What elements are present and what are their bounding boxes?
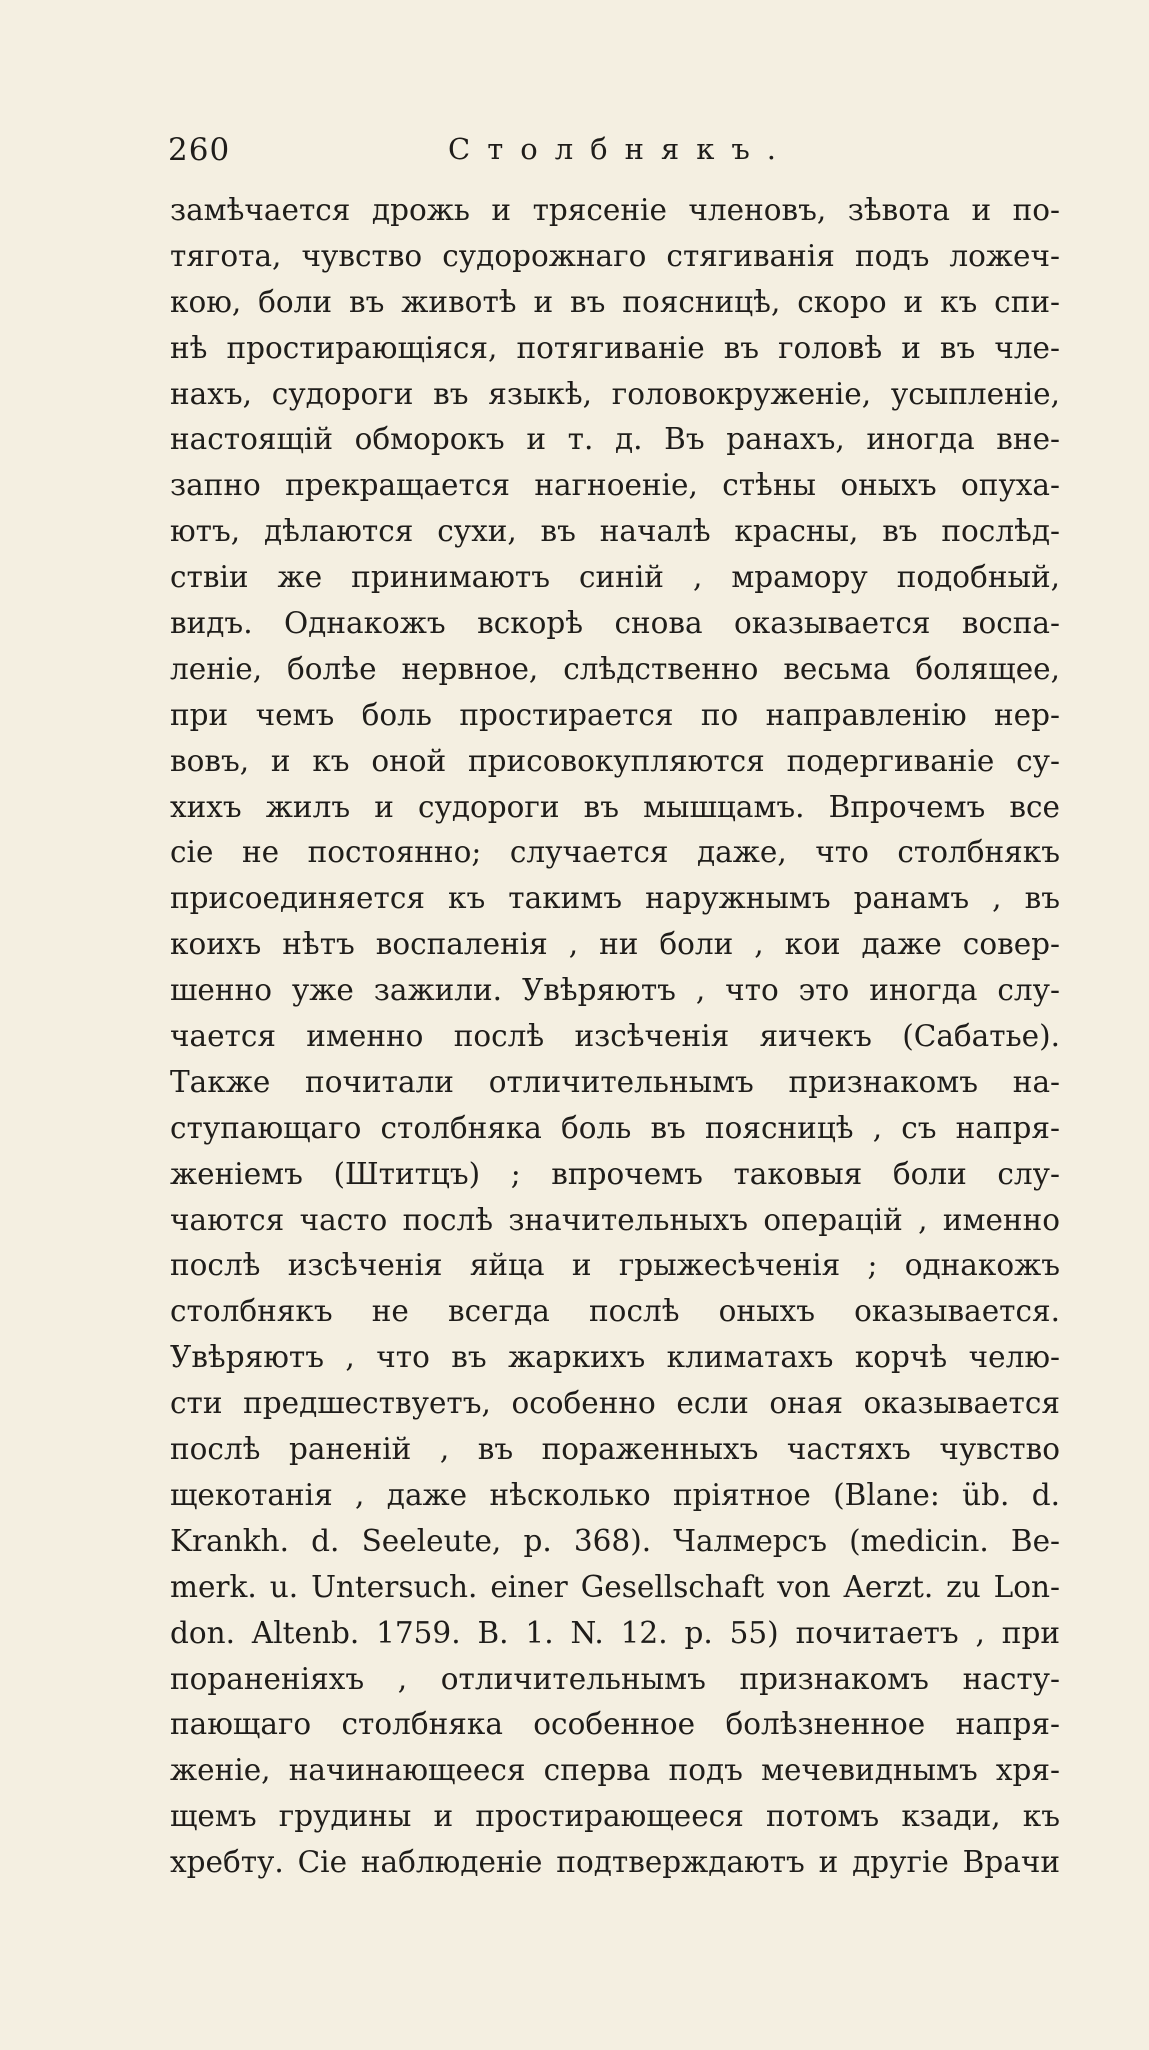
text-line: тягота, чувство судорожнаго стягиванія подъ ложеч- (170, 238, 1060, 273)
text-line: щемъ грудины и простирающееся потомъ кзади, къ (170, 1799, 1060, 1834)
text-line: леніе, болѣе нервное, слѣдственно весьма болящее, (170, 651, 1060, 686)
text-line: ступающаго столбняка боль въ поясницѣ , съ напря- (170, 1110, 1060, 1145)
text-line: don. Altenb. 1759. B. 1. N. 12. p. 55) почитаетъ , при (170, 1615, 1060, 1650)
text-line: Также почитали отличительнымъ признакомъ на- (170, 1064, 1060, 1099)
text-line: кою, боли въ животѣ и въ поясницѣ, скоро и къ спи- (170, 284, 1060, 319)
text-line: хихъ жилъ и судороги въ мышцамъ. Впрочемъ все (170, 789, 1060, 824)
text-line: ютъ, дѣлаются сухи, въ началѣ красны, въ послѣд- (170, 514, 1060, 549)
running-title: Столбнякъ. (448, 132, 793, 166)
body-text (170, 188, 1060, 1886)
text-line: сіе не постоянно; случается даже, что столбнякъ (170, 835, 1060, 870)
text-line: сти предшествуетъ, особенно если оная оказывается (170, 1386, 1060, 1421)
text-line: послѣ изсѣченія яйца и грыжесѣченія ; однакожъ (170, 1248, 1060, 1283)
text-line: замѣчается дрожь и трясеніе членовъ, зѣвота и по- (170, 193, 1060, 227)
text-line: merk. u. Untersuch. einer Gesellschaft von Aerzt. zu Lon- (170, 1569, 1060, 1604)
text-line: Krankh. d. Seeleute, p. 368). Чалмерсъ (medicin. Be- (170, 1523, 1060, 1558)
text-line: вовъ, и къ оной присовокупляются подергиваніе су- (170, 743, 1060, 778)
text-line: нахъ, судороги въ языкѣ, головокруженіе, усыпленіе, (170, 376, 1060, 411)
text-line: чаются часто послѣ значительныхъ операцій , именно (170, 1202, 1060, 1237)
text-line: щекотанія , даже нѣсколько пріятное (Blane: üb. d. (170, 1477, 1060, 1512)
text-line: женіемъ (Штитцъ) ; впрочемъ таковыя боли слу- (170, 1156, 1060, 1191)
text-line: послѣ раненій , въ пораженныхъ частяхъ чувство (170, 1432, 1060, 1467)
text-line: чается именно послѣ изсѣченія яичекъ (Сабатье). (170, 1019, 1060, 1054)
text-line: пающаго столбняка особенное болѣзненное напря- (170, 1707, 1060, 1742)
text-line: женіе, начинающееся сперва подъ мечевиднымъ хря- (170, 1753, 1060, 1788)
text-line: ствіи же принимаютъ синій , мрамору подобный, (170, 560, 1060, 595)
text-line: при чемъ боль простирается по направленію нер- (170, 697, 1060, 732)
text-line: пораненіяхъ , отличительнымъ признакомъ насту- (170, 1661, 1060, 1696)
text-line: столбнякъ не всегда послѣ оныхъ оказывается. (170, 1294, 1060, 1329)
text-line: присоединяется къ такимъ наружнымъ ранамъ , въ (170, 881, 1060, 916)
page-header (168, 132, 1068, 178)
text-line: видъ. Однакожъ вскорѣ снова оказывается воспа- (170, 606, 1060, 641)
text-line: нѣ простирающіяся, потягиваніе въ головѣ и въ чле- (170, 330, 1060, 365)
text-line: шенно уже зажили. Увѣряютъ , что это иногда слу- (170, 973, 1060, 1008)
text-line: настоящій обморокъ и т. д. Въ ранахъ, иногда вне- (170, 422, 1060, 457)
text-line: Увѣряютъ , что въ жаркихъ климатахъ корчѣ челю- (170, 1340, 1060, 1375)
text-line: запно прекращается нагноеніе, стѣны оныхъ опуха- (170, 468, 1060, 503)
page-number: 260 (168, 132, 231, 168)
text-line: коихъ нѣтъ воспаленія , ни боли , кои даже совер- (170, 927, 1060, 962)
text-line: хребту. Сіе наблюденіе подтверждаютъ и другіе Врачи (170, 1845, 1060, 1880)
